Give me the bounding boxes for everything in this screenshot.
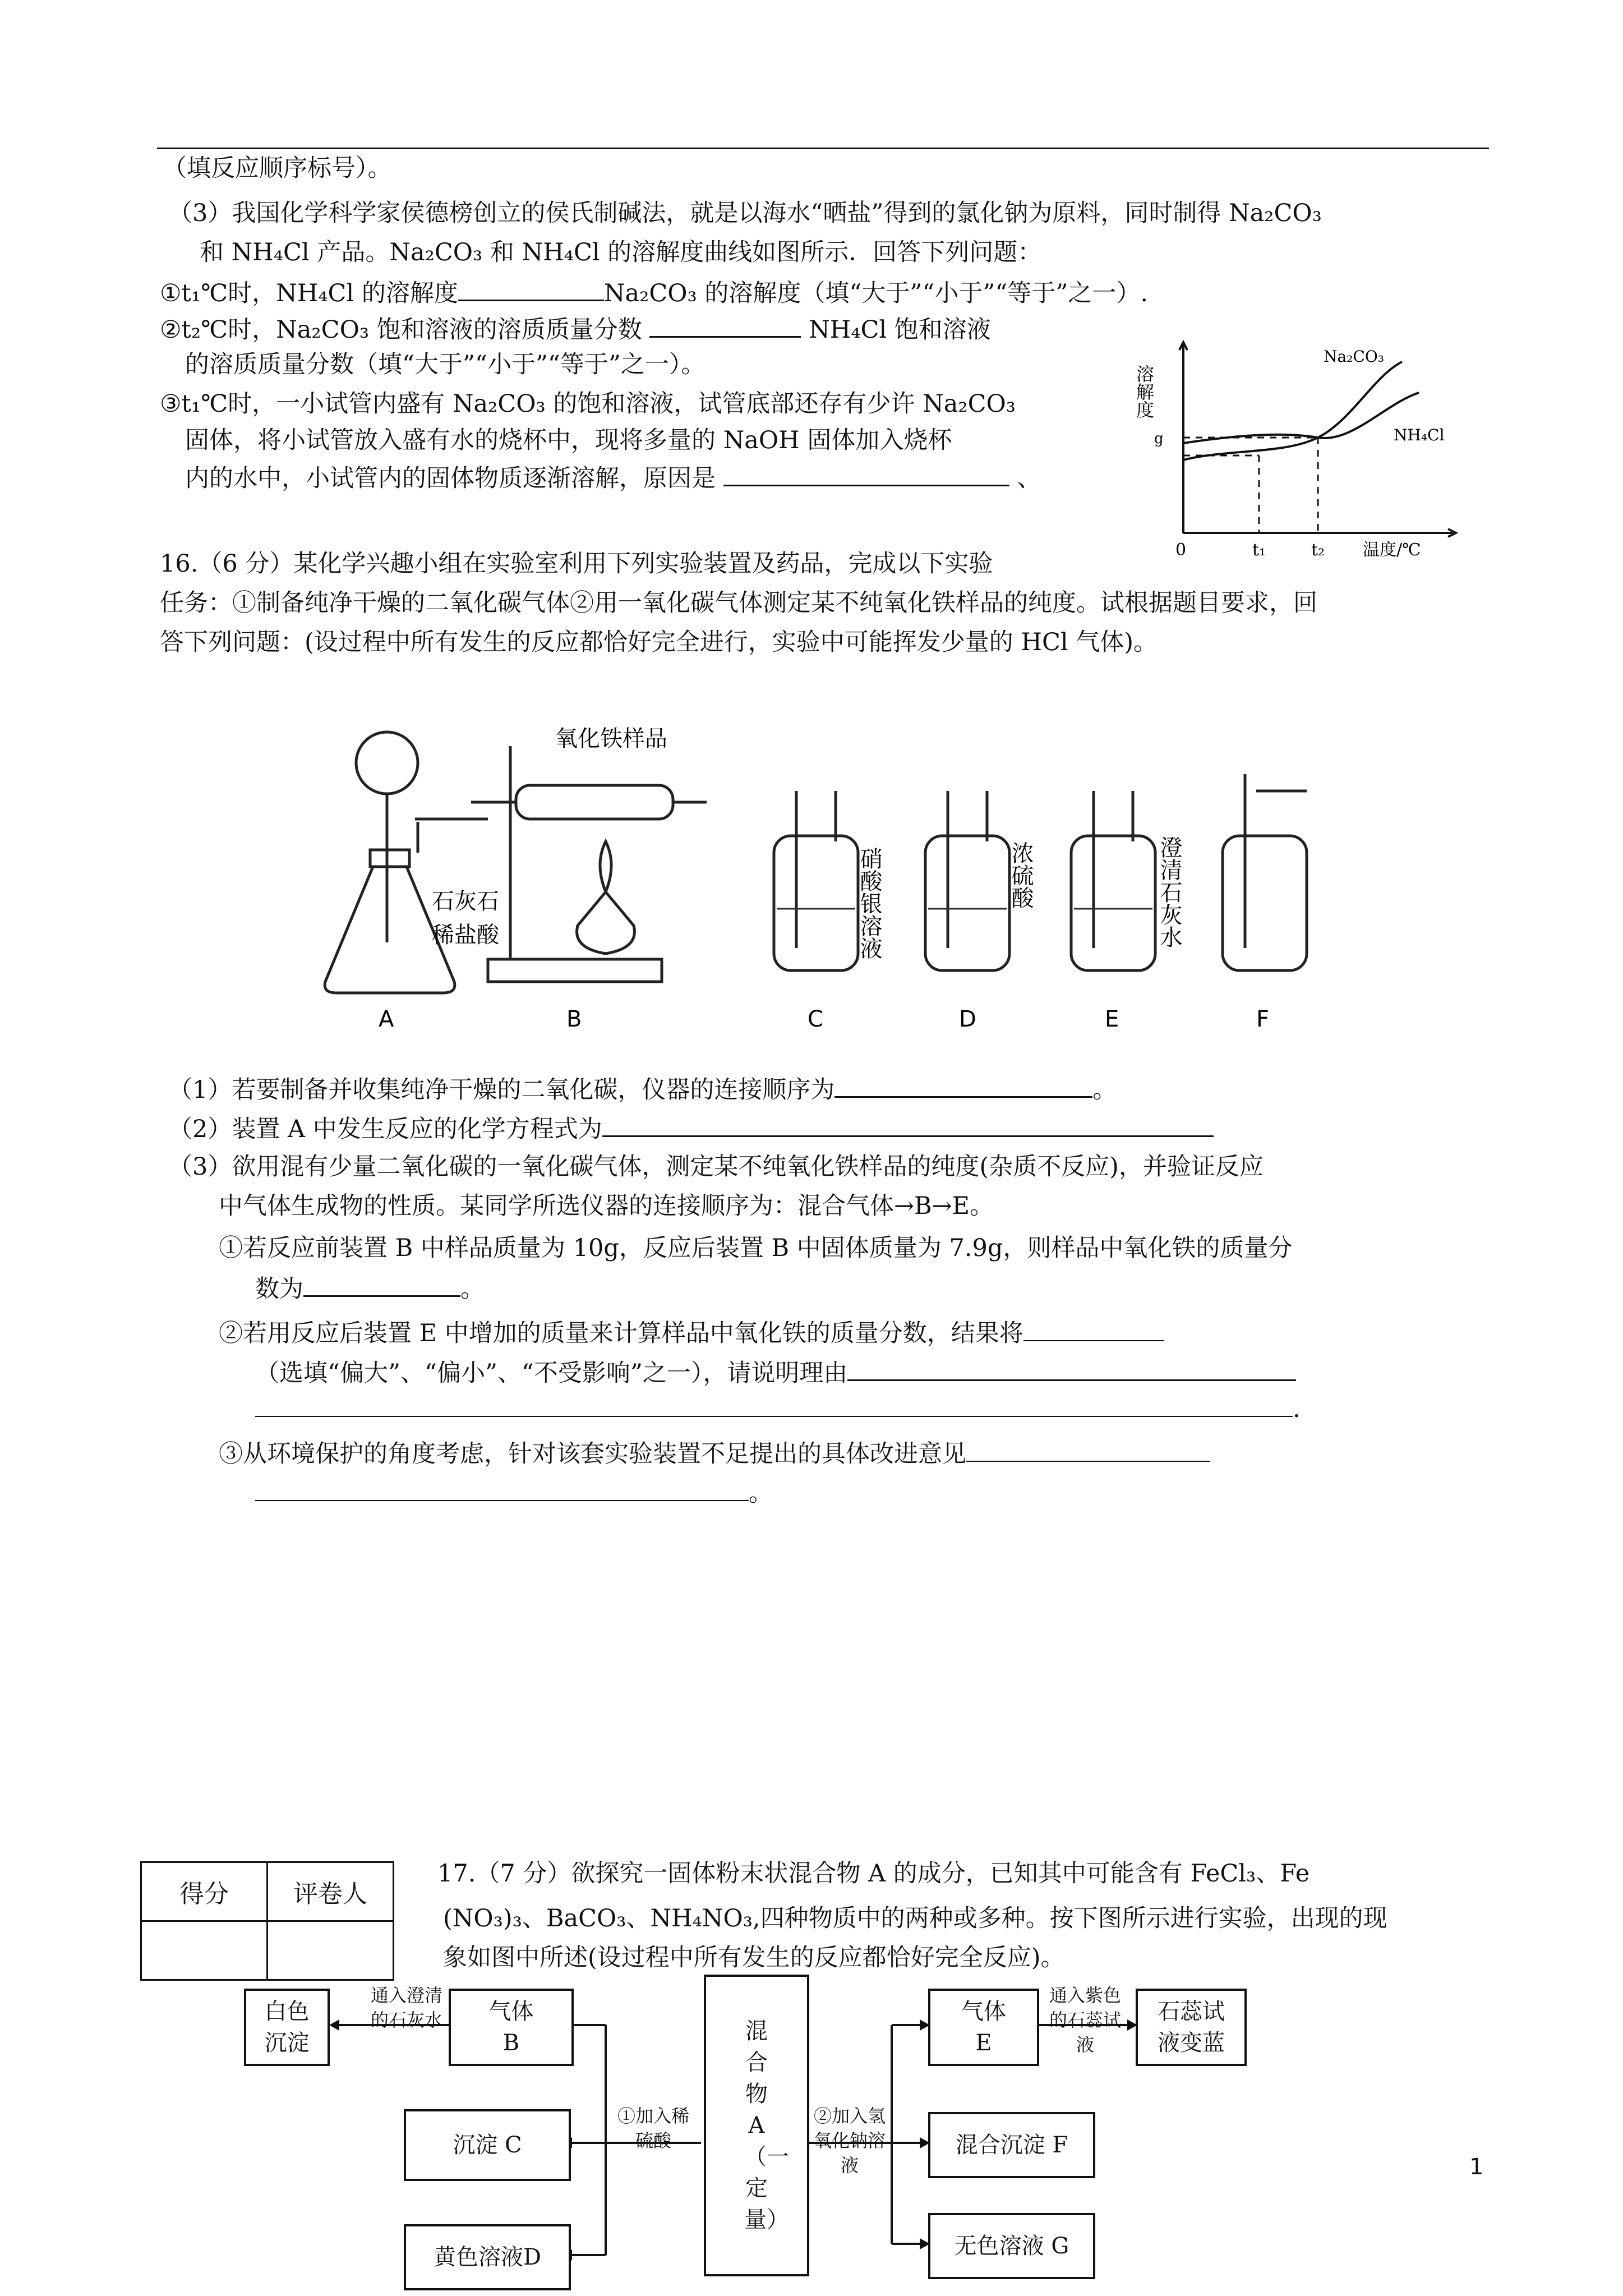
colorless-solution-g-box: 无色溶液 G [928, 2213, 1095, 2279]
gas-b-box: 气体 B [449, 1989, 574, 2066]
h2so4-label: 浓硫酸 [1008, 841, 1034, 909]
nh4cl-label: NH₄Cl [1394, 426, 1445, 444]
q16-p1: （1）若要制备并收集纯净干燥的二氧化碳，仪器的连接顺序为 。 [168, 1071, 1117, 1107]
q16-line-3: 答下列问题：(设过程中所有发生的反应都恰好完全进行，实验中可能挥发少量的 HCl 气体)。 [160, 628, 1158, 656]
q16-p3-1a: ①若反应前装置 B 中样品质量为 10g，反应后装置 B 中固体质量为 7.9g，则样品中氧化铁的质量分 [219, 1234, 1293, 1262]
y-label: 溶解度 [1133, 365, 1155, 418]
limewater-note: 通入澄清的石灰水 [370, 1985, 442, 2031]
grader-header: 评卷人 [268, 1862, 394, 1921]
q16-line-2: 任务：①制备纯净干燥的二氧化碳气体②用一氧化碳气体测定某不纯氧化铁样品的纯度。试根据题目要求，回 [160, 589, 1317, 617]
origin-label: 0 [1175, 540, 1187, 560]
fill-order-line: （填反应顺序标号）。 [163, 154, 392, 182]
yellow-solution-d-box: 黄色溶液D [404, 2224, 571, 2290]
y-unit: g [1154, 430, 1164, 447]
score-header: 得分 [141, 1862, 268, 1921]
q15-3-intro-2: 和 NH₄Cl 产品。Na₂CO₃ 和 NH₄Cl 的溶解度曲线如图所示．回答下列问题： [200, 238, 1042, 266]
mixture-a-box: 混合物A（一定量） [704, 1975, 809, 2276]
q16-p3-1b: 数为 。 [255, 1271, 485, 1306]
q16-line-1: 16.（6 分）某化学兴趣小组在实验室利用下列实验装置及药品，完成以下实验 [160, 550, 993, 578]
step-2-note: ②加入氢氧化钠溶液 [813, 2105, 886, 2176]
q16-p3-3b: 。 [255, 1475, 773, 1510]
letter-e: E [1105, 1006, 1119, 1032]
na2co3-label: Na₂CO₃ [1324, 347, 1385, 366]
gas-e-box: 气体 E [928, 1989, 1039, 2066]
q15-3-item-1: ①t₁℃时，NH₄Cl 的溶解度 Na₂CO₃ 的溶解度（填“大于”“小于”“等于”之一）. [160, 275, 1148, 310]
letter-b: B [566, 1006, 582, 1032]
q15-3-item-3-cont2: 内的水中，小试管内的固体物质逐渐溶解，原因是 、 [185, 460, 1041, 495]
white-precipitate-box: 白色沉淀 [244, 1989, 330, 2066]
letter-d: D [959, 1006, 976, 1032]
q16-p3-a: （3）欲用混有少量二氧化碳的一氧化碳气体，测定某不纯氧化铁样品的纯度(杂质不反应)，并验证反应 [168, 1153, 1264, 1181]
q15-3-intro-1: （3）我国化学科学家侯德榜创立的侯氏制碱法，就是以海水“晒盐”得到的氯化钠为原料，同时制得 Na₂CO₃ [168, 199, 1322, 227]
t1-label: t₁ [1252, 540, 1266, 560]
x-label: 温度/℃ [1363, 540, 1421, 560]
q17-line-1: 17.（7 分）欲探究一固体粉末状混合物 A 的成分，已知其中可能含有 FeCl₃、Fe [437, 1860, 1310, 1888]
letter-c: C [808, 1006, 823, 1032]
hcl-label: 稀盐酸 [432, 922, 499, 948]
litmus-note: 通入紫色的石蕊试液 [1049, 1985, 1121, 2055]
sample-label: 氧化铁样品 [555, 726, 667, 752]
q15-3-item-2: ②t₂℃时，Na₂CO₃ 饱和溶液的溶质质量分数 NH₄Cl 饱和溶液 [160, 311, 991, 347]
q15-3-item-2-cont: 的溶质质量分数（填“大于”“小于”“等于”之一）。 [185, 351, 706, 379]
agno3-label: 硝酸银溶液 [856, 847, 882, 959]
q16-p2: （2）装置 A 中发生反应的化学方程式为 [168, 1111, 1214, 1146]
limestone-label: 石灰石 [432, 889, 499, 914]
q16-p3-3a: ③从环境保护的角度考虑，针对该套实验装置不足提出的具体改进意见 [219, 1436, 1210, 1471]
q17-line-3: 象如图中所述(设过程中所有发生的反应都恰好完全反应)。 [443, 1944, 1065, 1972]
page-number: 1 [1469, 2154, 1484, 2180]
litmus-blue-box: 石蕊试液变蓝 [1136, 1989, 1247, 2066]
q16-p3-2b: （选填“偏大”、“偏小”、“不受影响”之一），请说明理由 [255, 1355, 1296, 1390]
q17-line-2: (NO₃)₃、BaCO₃、NH₄NO₃,四种物质中的两种或多种。按下图所示进行实验，出现的现 [443, 1904, 1387, 1932]
precipitate-c-box: 沉淀 C [404, 2109, 571, 2181]
q15-3-item-3-cont: 固体，将小试管放入盛有水的烧杯中，现将多量的 NaOH 固体加入烧杯 [185, 426, 952, 454]
letter-a: A [379, 1006, 394, 1032]
letter-f: F [1256, 1006, 1270, 1032]
mixed-precipitate-f-box: 混合沉淀 F [928, 2112, 1095, 2178]
t2-label: t₂ [1311, 540, 1325, 560]
q16-p3-2c: . [255, 1391, 1301, 1426]
step-1-note: ①加入稀硫酸 [617, 2105, 689, 2151]
limewater-label: 澄清石灰水 [1156, 836, 1182, 948]
q15-3-item-3: ③t₁℃时，一小试管内盛有 Na₂CO₃ 的饱和溶液，试管底部还存有少许 Na₂CO₃ [160, 390, 1016, 418]
q16-p3-2a: ②若用反应后装置 E 中增加的质量来计算样品中氧化铁的质量分数，结果将 [219, 1315, 1164, 1350]
q16-p3-b: 中气体生成物的性质。某同学所选仪器的连接顺序为：混合气体→B→E。 [219, 1192, 994, 1220]
